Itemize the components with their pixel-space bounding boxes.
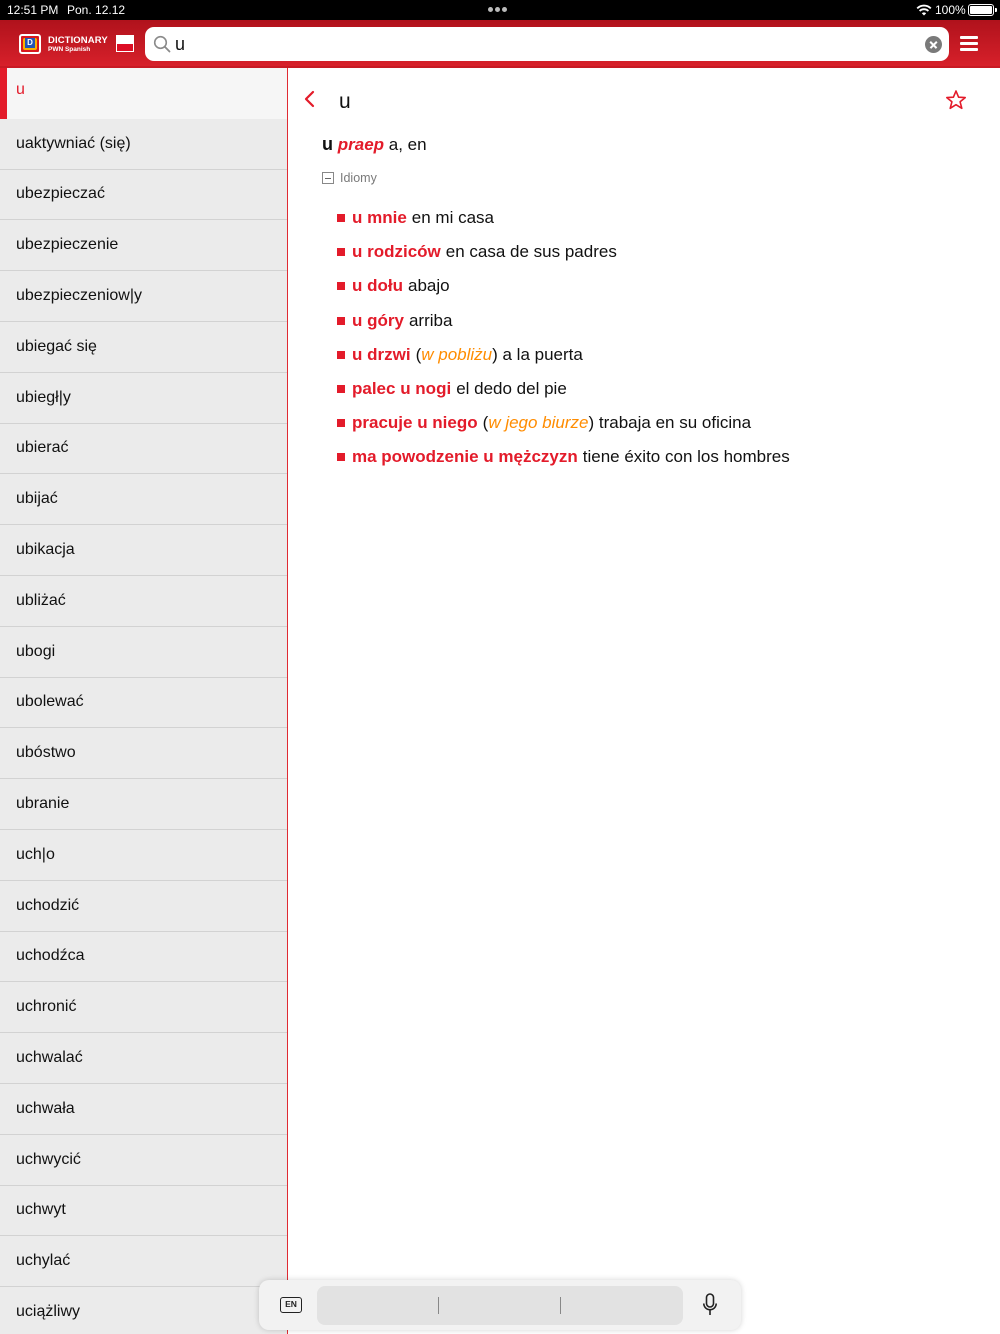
entry-detail xyxy=(289,68,1000,1334)
brand-title: DICTIONARY xyxy=(48,35,108,46)
list-item[interactable]: uchodzić xyxy=(0,881,287,932)
status-bar xyxy=(0,0,1000,20)
battery-icon xyxy=(968,4,994,16)
bullet-icon xyxy=(337,385,345,393)
idiom-spanish: tiene éxito con los hombres xyxy=(582,447,790,467)
idiom-polish: u dołu xyxy=(352,276,403,296)
list-item[interactable]: uchwalać xyxy=(0,1033,287,1084)
list-item[interactable]: uch|o xyxy=(0,830,287,881)
list-item[interactable]: uchodźca xyxy=(0,932,287,983)
idiom-spanish: en casa de sus padres xyxy=(445,242,617,262)
list-item-u[interactable]: u xyxy=(0,68,287,119)
list-item[interactable]: uciążliwy xyxy=(0,1287,287,1334)
idiom-polish: u góry xyxy=(352,310,404,330)
bullet-icon xyxy=(337,453,345,461)
headword: u xyxy=(322,134,333,154)
list-item[interactable]: ubijać xyxy=(0,474,287,525)
list-item[interactable]: ubezpieczać xyxy=(0,170,287,221)
suggestion-divider xyxy=(560,1297,561,1314)
bullet-icon xyxy=(337,214,345,222)
status-date: Pon. 12.12 xyxy=(67,3,126,17)
collapse-icon[interactable] xyxy=(322,172,334,184)
idiom-gloss: w pobliżu xyxy=(421,344,493,364)
idiom-polish: palec u nogi xyxy=(352,379,452,399)
list-item[interactable]: ubogi xyxy=(0,627,287,678)
word-list xyxy=(0,68,288,1334)
idiom-polish: u drzwi xyxy=(352,344,411,364)
search-input[interactable] xyxy=(175,31,915,57)
wifi-icon xyxy=(915,3,933,17)
hamburger-menu-icon[interactable] xyxy=(960,36,978,52)
list-item[interactable]: ubolewać xyxy=(0,678,287,729)
bullet-icon xyxy=(337,419,345,427)
idiom-row xyxy=(337,304,790,338)
suggestion-divider xyxy=(438,1297,439,1314)
back-chevron-icon[interactable] xyxy=(302,90,318,108)
idiom-spanish: a la puerta xyxy=(502,344,583,364)
list-item[interactable]: ubezpieczenie xyxy=(0,220,287,271)
list-item[interactable]: ubikacja xyxy=(0,525,287,576)
list-item[interactable]: ubliżać xyxy=(0,576,287,627)
idiom-spanish: abajo xyxy=(407,276,450,296)
list-item[interactable]: ubezpieczeniow|y xyxy=(0,271,287,322)
idiom-row xyxy=(337,201,790,235)
clear-search-icon[interactable] xyxy=(925,36,942,53)
idiom-polish: ma powodzenie u mężczyzn xyxy=(352,447,578,467)
idiom-row xyxy=(337,440,790,474)
favorite-star-icon[interactable] xyxy=(945,89,967,111)
entry-definition xyxy=(322,134,427,155)
app-header xyxy=(0,20,1000,68)
idiom-spanish: el dedo del pie xyxy=(456,379,567,399)
idiom-row xyxy=(337,235,790,269)
bullet-icon xyxy=(337,282,345,290)
idioms-section-toggle[interactable] xyxy=(322,171,377,185)
idiom-spanish: en mi casa xyxy=(411,208,494,228)
list-item[interactable]: ubiegł|y xyxy=(0,373,287,424)
part-of-speech: praep xyxy=(337,135,385,154)
microphone-icon[interactable] xyxy=(702,1293,718,1317)
idiom-row xyxy=(337,372,790,406)
list-item[interactable]: ubranie xyxy=(0,779,287,830)
idiom-spanish: arriba xyxy=(408,310,453,330)
list-item[interactable]: uaktywniać (się) xyxy=(0,119,287,170)
multitasking-dots-icon[interactable] xyxy=(488,7,512,13)
polish-flag-icon[interactable] xyxy=(116,35,134,52)
idiom-polish: u mnie xyxy=(352,208,407,228)
keyboard-shortcut-bar xyxy=(259,1280,741,1330)
idiom-gloss: w jego biurze xyxy=(488,413,589,433)
idiom-list xyxy=(337,201,790,475)
battery-percent: 100% xyxy=(935,3,966,17)
list-item[interactable]: uchwała xyxy=(0,1084,287,1135)
list-item[interactable]: uchwycić xyxy=(0,1135,287,1186)
bullet-icon xyxy=(337,317,345,325)
app-logo-icon xyxy=(19,34,41,54)
bullet-icon xyxy=(337,351,345,359)
brand-subtitle: PWN Spanish xyxy=(48,46,91,53)
translation: a, en xyxy=(388,135,427,154)
list-item[interactable]: uchwyt xyxy=(0,1186,287,1237)
list-item[interactable]: uchylać xyxy=(0,1236,287,1287)
idioms-label: Idiomy xyxy=(340,171,377,185)
bullet-icon xyxy=(337,248,345,256)
idiom-row: pracuje u niego ( w jego biurze ) trabaja en su oficina xyxy=(337,406,790,440)
list-item[interactable]: ubiegać się xyxy=(0,322,287,373)
idiom-spanish: trabaja en su oficina xyxy=(598,413,752,433)
search-bar xyxy=(145,27,949,61)
keyboard-language-icon[interactable]: EN xyxy=(280,1297,302,1313)
idiom-polish: u rodziców xyxy=(352,242,441,262)
entry-title: u xyxy=(339,90,351,113)
predictive-suggestions[interactable] xyxy=(317,1286,683,1325)
idiom-polish: pracuje u niego xyxy=(352,413,478,433)
idiom-row: u drzwi ( w pobliżu ) a la puerta xyxy=(337,338,790,372)
list-item[interactable]: uchronić xyxy=(0,982,287,1033)
idiom-row xyxy=(337,269,790,303)
status-time: 12:51 PM xyxy=(7,3,59,17)
list-item[interactable]: ubierać xyxy=(0,424,287,475)
list-item[interactable]: ubóstwo xyxy=(0,728,287,779)
search-icon xyxy=(153,35,171,53)
